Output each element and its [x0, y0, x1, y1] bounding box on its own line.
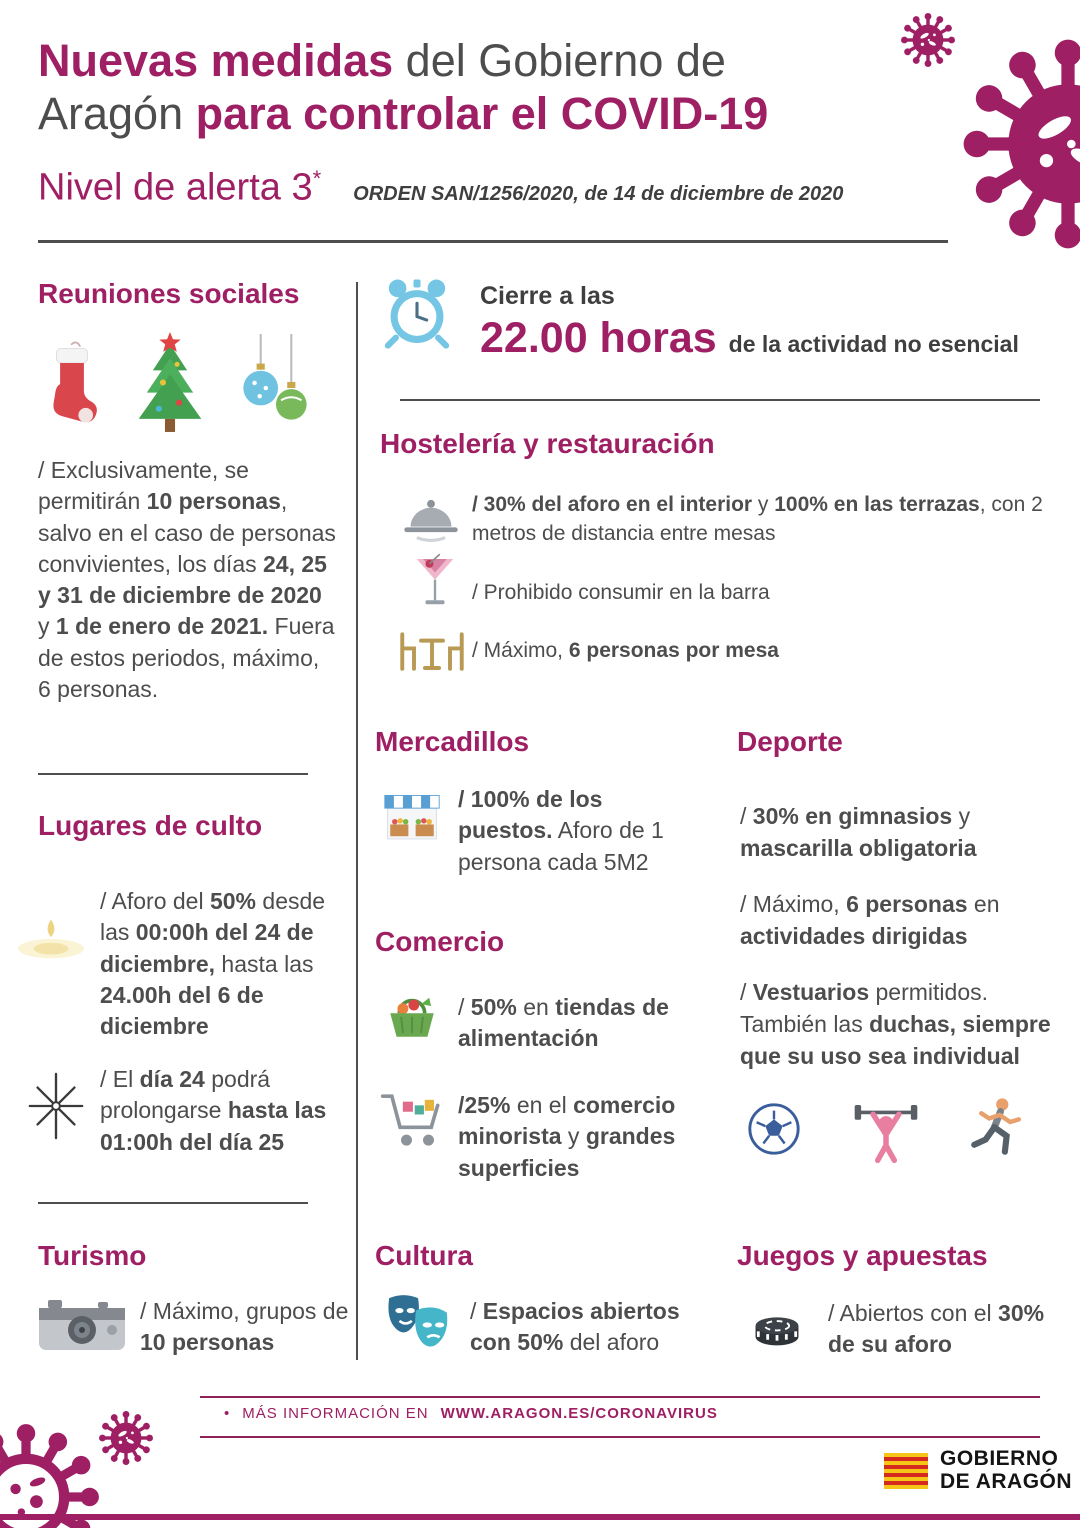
camera-icon — [36, 1292, 128, 1354]
comercio-item: / 50% en tiendas de alimentación — [458, 994, 669, 1052]
closing-time-banner — [480, 282, 1019, 363]
section-title-juegos: Juegos y apuestas — [737, 1240, 988, 1271]
bottom-accent-bar — [0, 1514, 1080, 1520]
reuniones-text: / Exclusivamente, se permitirán 10 personas, salvo en el caso de personas convivientes, los días 24, 25 y 31 de diciembre de 2020 y 1 de enero de 2021. Fuera de estos periodos, máximo, 6 personas. — [38, 457, 336, 702]
header-divider — [38, 240, 948, 243]
deporte-item: / 30% en gimnasios y mascarilla obligatoria — [740, 803, 977, 862]
deporte-item: / Vestuarios permitidos. También las duchas, siempre que su uso sea individual — [740, 979, 1051, 1070]
running-icon — [969, 1094, 1025, 1164]
mercadillos-item: / 100% de los puestos. Aforo de 1 persona cada 5M2 — [458, 786, 664, 875]
grocery-basket-icon — [383, 986, 441, 1044]
section-title-comercio: Comercio — [375, 926, 505, 957]
juegos-item: / Abiertos con el 30% de su aforo — [828, 1300, 1045, 1358]
closing-time: 22.00 horas — [480, 314, 717, 362]
aragon-flag-icon — [884, 1452, 928, 1490]
star-icon — [22, 1072, 90, 1140]
virus-icon — [898, 10, 958, 70]
banner-divider — [400, 399, 1040, 401]
christmas-tree-icon — [124, 330, 216, 436]
logo-line1: GOBIERNO — [940, 1447, 1059, 1470]
closing-rest: de la actividad no esencial — [728, 331, 1019, 357]
hosteleria-item: / Prohibido consumir en la barra — [472, 581, 770, 604]
hosteleria-item: / Máximo, 6 personas por mesa — [472, 639, 779, 662]
logo-line2: DE ARAGÓN — [940, 1469, 1073, 1493]
section-title-hosteleria: Hostelería y restauración — [380, 428, 715, 459]
left-divider-2 — [38, 1202, 308, 1204]
poker-chips-icon — [748, 1294, 806, 1350]
more-info-prefix: MÁS INFORMACIÓN EN — [242, 1405, 429, 1422]
hosteleria-item: / 30% del aforo en el interior y 100% en las terrazas, con 2 metros de distancia entre mesas — [472, 493, 1043, 546]
alarm-clock-icon — [380, 276, 454, 350]
more-info-url: WWW.ARAGON.ES/CORONAVIRUS — [440, 1405, 718, 1422]
vertical-divider — [356, 282, 358, 1360]
virus-icon — [952, 28, 1080, 260]
logo-text — [940, 1448, 1072, 1493]
lugares-culto-item: / Aforo del 50% desde las 00:00h del 24 de diciembre, hasta las 24.00h del 6 de diciembre — [100, 888, 326, 1040]
lugares-culto-item: / El día 24 podrá prolongarse hasta las 01:00h del día 25 — [100, 1066, 327, 1155]
turismo-item: / Máximo, grupos de 10 personas — [140, 1298, 349, 1356]
section-title-mercadillos: Mercadillos — [375, 726, 530, 757]
deporte-icons-row — [745, 1094, 1025, 1164]
theater-masks-icon — [378, 1292, 458, 1360]
soccer-ball-icon — [745, 1100, 803, 1158]
alert-level-row — [38, 166, 843, 210]
gobierno-aragon-logo — [884, 1448, 1072, 1493]
comercio-item: /25% en el comercio minorista y grandes superficies — [458, 1092, 676, 1181]
christmas-stocking-icon — [40, 334, 104, 436]
market-stall-icon — [383, 790, 441, 848]
closing-line2 — [480, 314, 1019, 363]
christmas-icons-row — [40, 328, 316, 436]
section-title-lugares-culto: Lugares de culto — [38, 810, 263, 841]
closing-line1: Cierre a las — [480, 282, 615, 310]
footer-divider-bottom — [200, 1436, 1040, 1438]
shopping-cart-icon — [379, 1086, 445, 1154]
footer-divider-top — [200, 1396, 1040, 1398]
baubles-icon — [236, 334, 316, 436]
bullet-dot: • — [224, 1405, 231, 1422]
alert-asterisk: * — [312, 166, 322, 191]
virus-icon — [0, 1416, 107, 1528]
section-title-reuniones: Reuniones sociales — [38, 278, 300, 309]
candle-glow-icon — [10, 910, 92, 968]
order-reference: ORDEN SAN/1256/2020, de 14 de diciembre de 2020 — [353, 182, 844, 205]
cultura-item: / Espacios abiertos con 50% del aforo — [470, 1298, 680, 1356]
deporte-item: / Máximo, 6 personas en actividades dirigidas — [740, 891, 1000, 950]
section-title-turismo: Turismo — [38, 1240, 147, 1271]
alert-level: Nivel de alerta 3* — [38, 166, 322, 209]
weightlifting-icon — [849, 1094, 923, 1164]
section-title-deporte: Deporte — [737, 726, 843, 757]
table-chairs-icon — [396, 626, 468, 674]
cloche-icon — [398, 492, 464, 544]
section-title-cultura: Cultura — [375, 1240, 473, 1271]
left-divider-1 — [38, 773, 308, 775]
more-info-text — [224, 1405, 718, 1422]
page-title: Nuevas medidas del Gobierno de Aragón para controlar el COVID-19 — [38, 35, 769, 140]
cocktail-icon — [412, 550, 458, 614]
